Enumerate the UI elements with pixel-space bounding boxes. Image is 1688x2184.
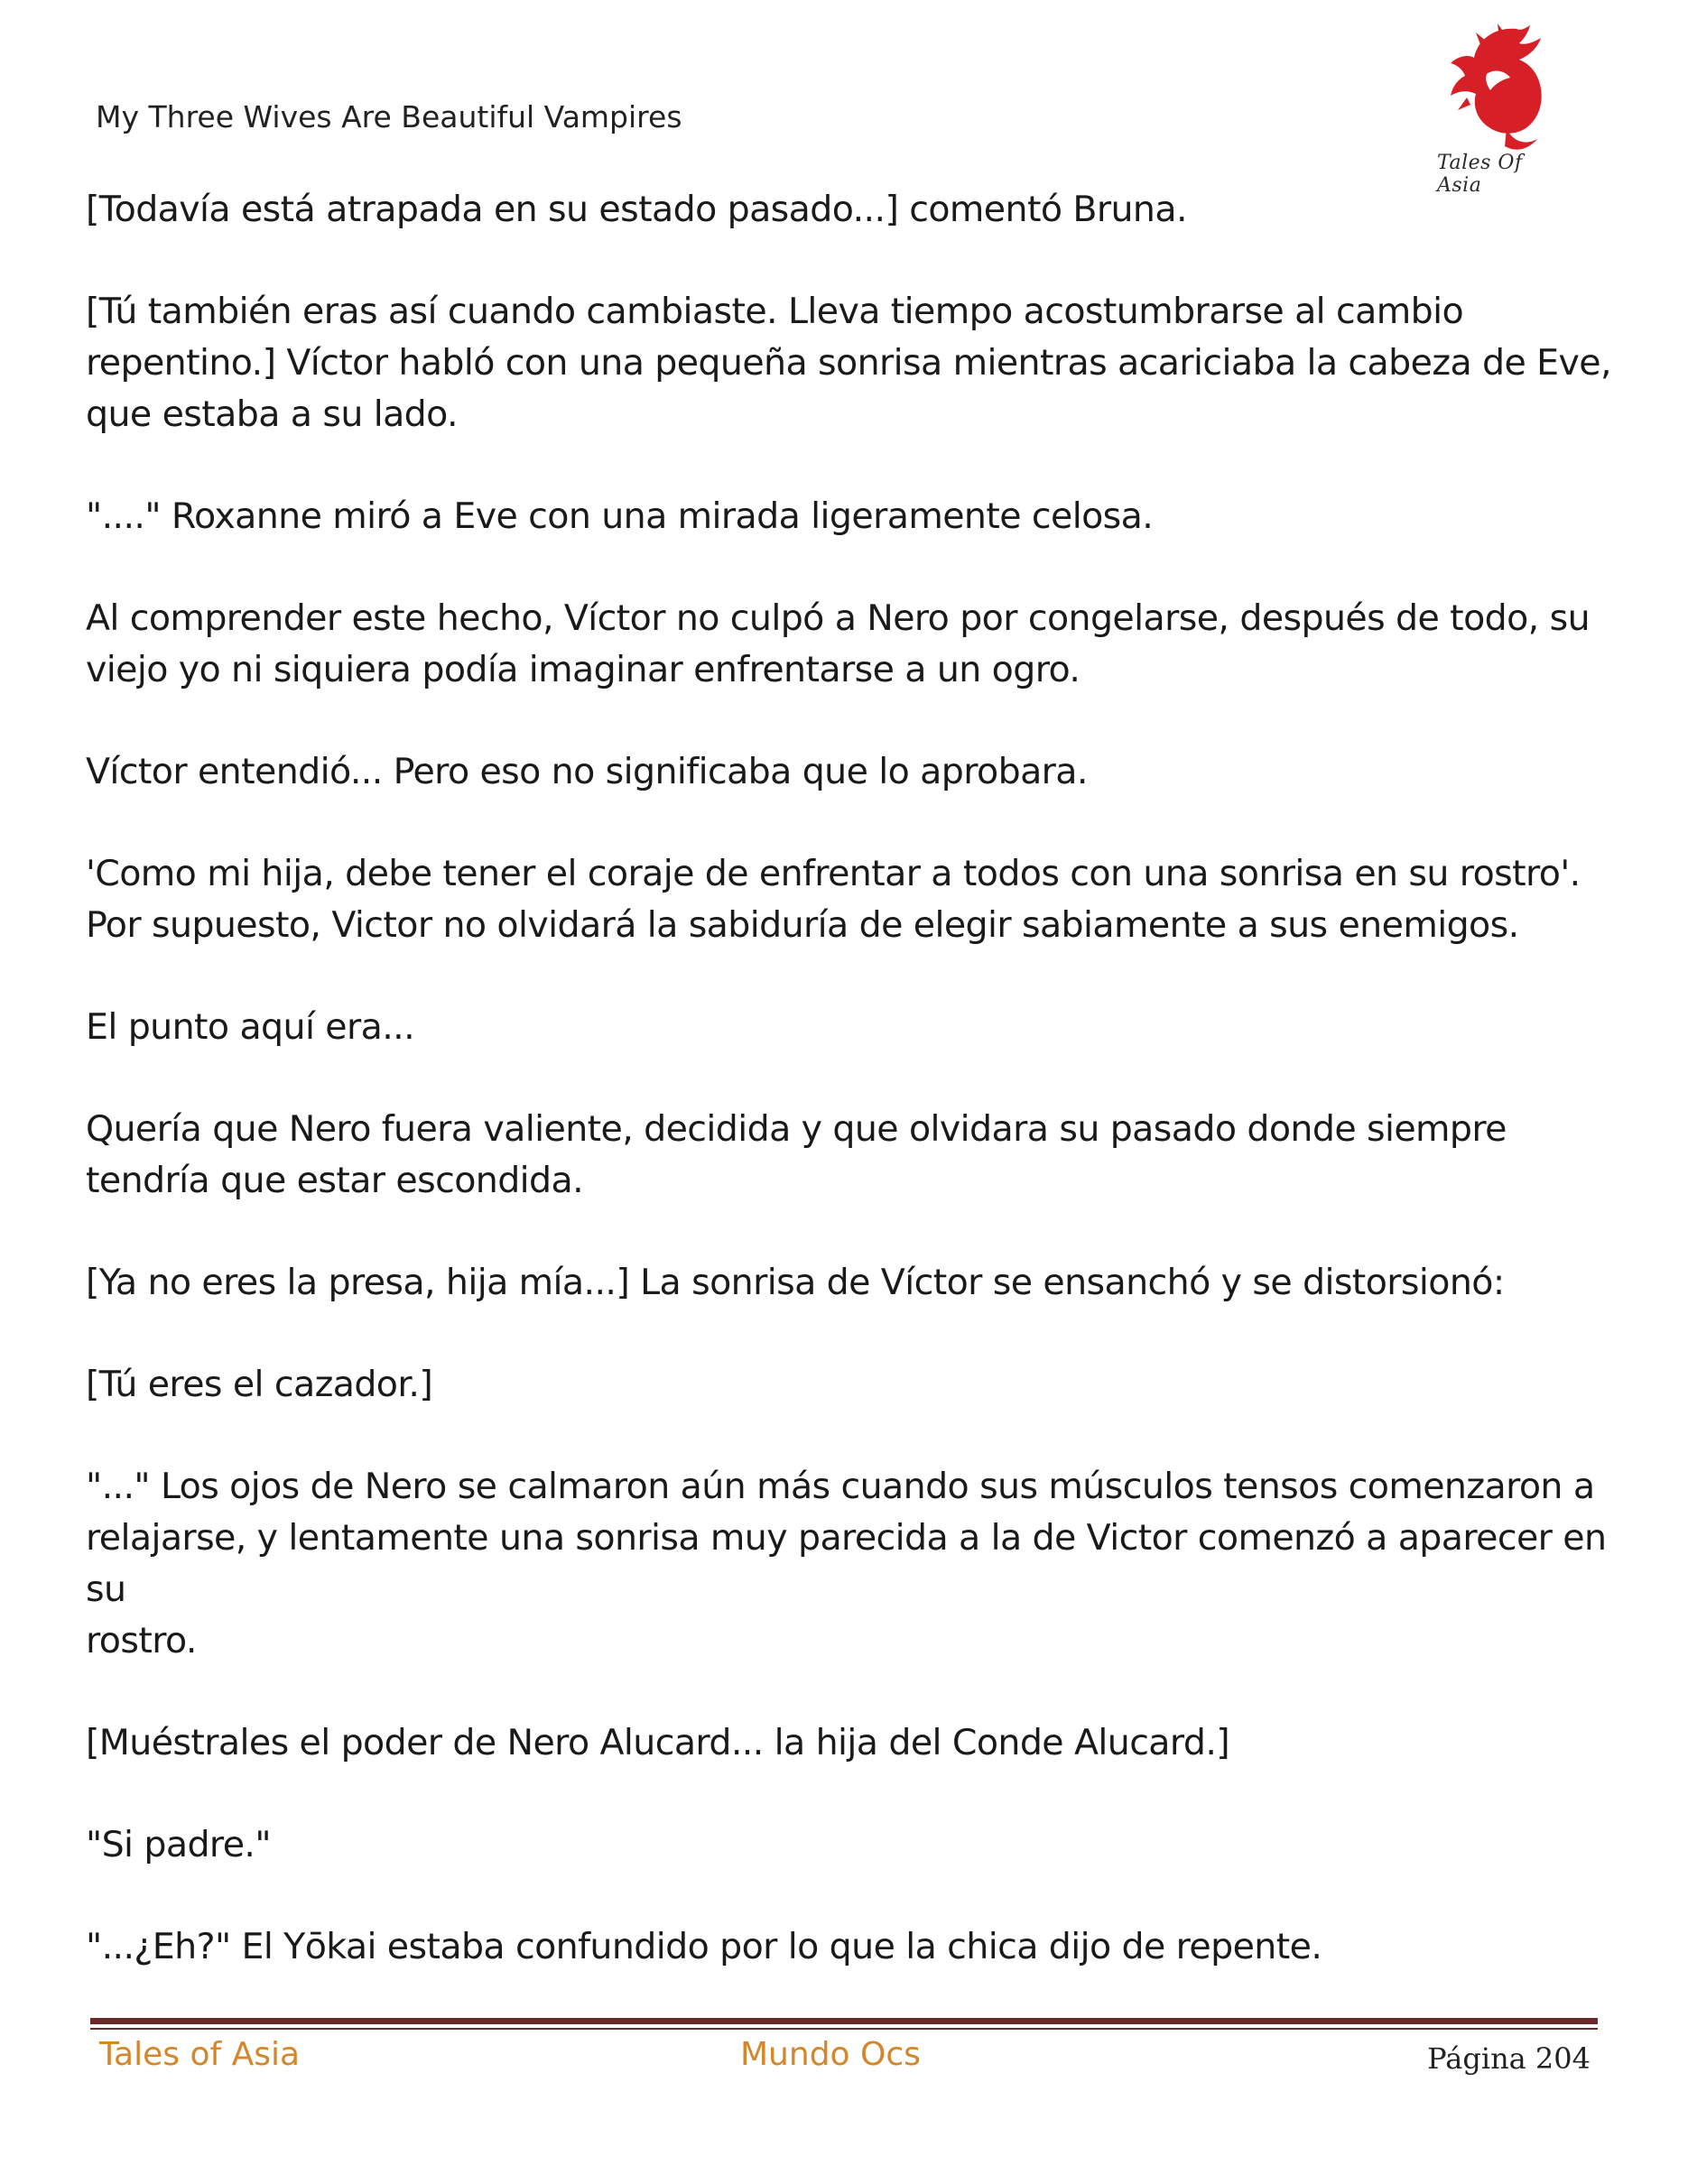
- paragraph-4: Al comprender este hecho, Víctor no culpó a Nero por congelarse, después de todo, su viejo yo ni siquiera podía imaginar enfrentarse a un ogro.: [86, 597, 1590, 690]
- paragraph-8: Quería que Nero fuera valiente, decidida y que olvidara su pasado donde siempre tendría que estar escondida.: [86, 1108, 1507, 1201]
- paragraph-1: [Todavía está atrapada en su estado pasado...] comentó Bruna.: [86, 189, 1187, 230]
- paragraph-5: Víctor entendió... Pero eso no significaba que lo aprobara.: [86, 751, 1088, 792]
- logo-text: Tales Of Asia: [1437, 152, 1523, 197]
- footer-divider-thin: [90, 2028, 1598, 2030]
- paragraph-11: "..." Los ojos de Nero se calmaron aún más cuando sus músculos tensos comenzaron a relajarse, y lentamente una sonrisa muy parecida a la de Victor comenzó a aparecer en su rostro.: [86, 1466, 1607, 1661]
- paragraph-3: "...." Roxanne miró a Eve con una mirada ligeramente celosa.: [86, 495, 1154, 537]
- paragraph-13: "Si padre.": [86, 1824, 271, 1865]
- paragraph-2: [Tú también eras así cuando cambiaste. Lleva tiempo acostumbrarse al cambio repentino.] Víctor habló con una pequeña sonrisa mientras acariciaba la cabeza de Eve, que estaba a su lado.: [86, 291, 1611, 435]
- page-number: Página 204: [1427, 2041, 1591, 2076]
- paragraph-12: [Muéstrales el poder de Nero Alucard... la hija del Conde Alucard.]: [86, 1722, 1230, 1763]
- paragraph-10: [Tú eres el cazador.]: [86, 1364, 433, 1405]
- document-header-title: My Three Wives Are Beautiful Vampires: [96, 99, 682, 134]
- footer-site-name: Tales of Asia: [99, 2036, 301, 2073]
- chapter-body: [86, 184, 1620, 2019]
- paragraph-7: El punto aquí era...: [86, 1006, 415, 1048]
- footer-section-name: Mundo Ocs: [740, 2036, 921, 2073]
- footer-divider: [90, 2018, 1598, 2024]
- paragraph-9: [Ya no eres la presa, hija mía...] La sonrisa de Víctor se ensanchó y se distorsionó:: [86, 1262, 1505, 1303]
- paragraph-6: 'Como mi hija, debe tener el coraje de enfrentar a todos con una sonrisa en su rostro'. Por supuesto, Victor no olvidará la sabiduría de elegir sabiamente a sus enemigos.: [86, 853, 1581, 946]
- paragraph-14: "...¿Eh?" El Yōkai estaba confundido por lo que la chica dijo de repente.: [86, 1926, 1322, 1967]
